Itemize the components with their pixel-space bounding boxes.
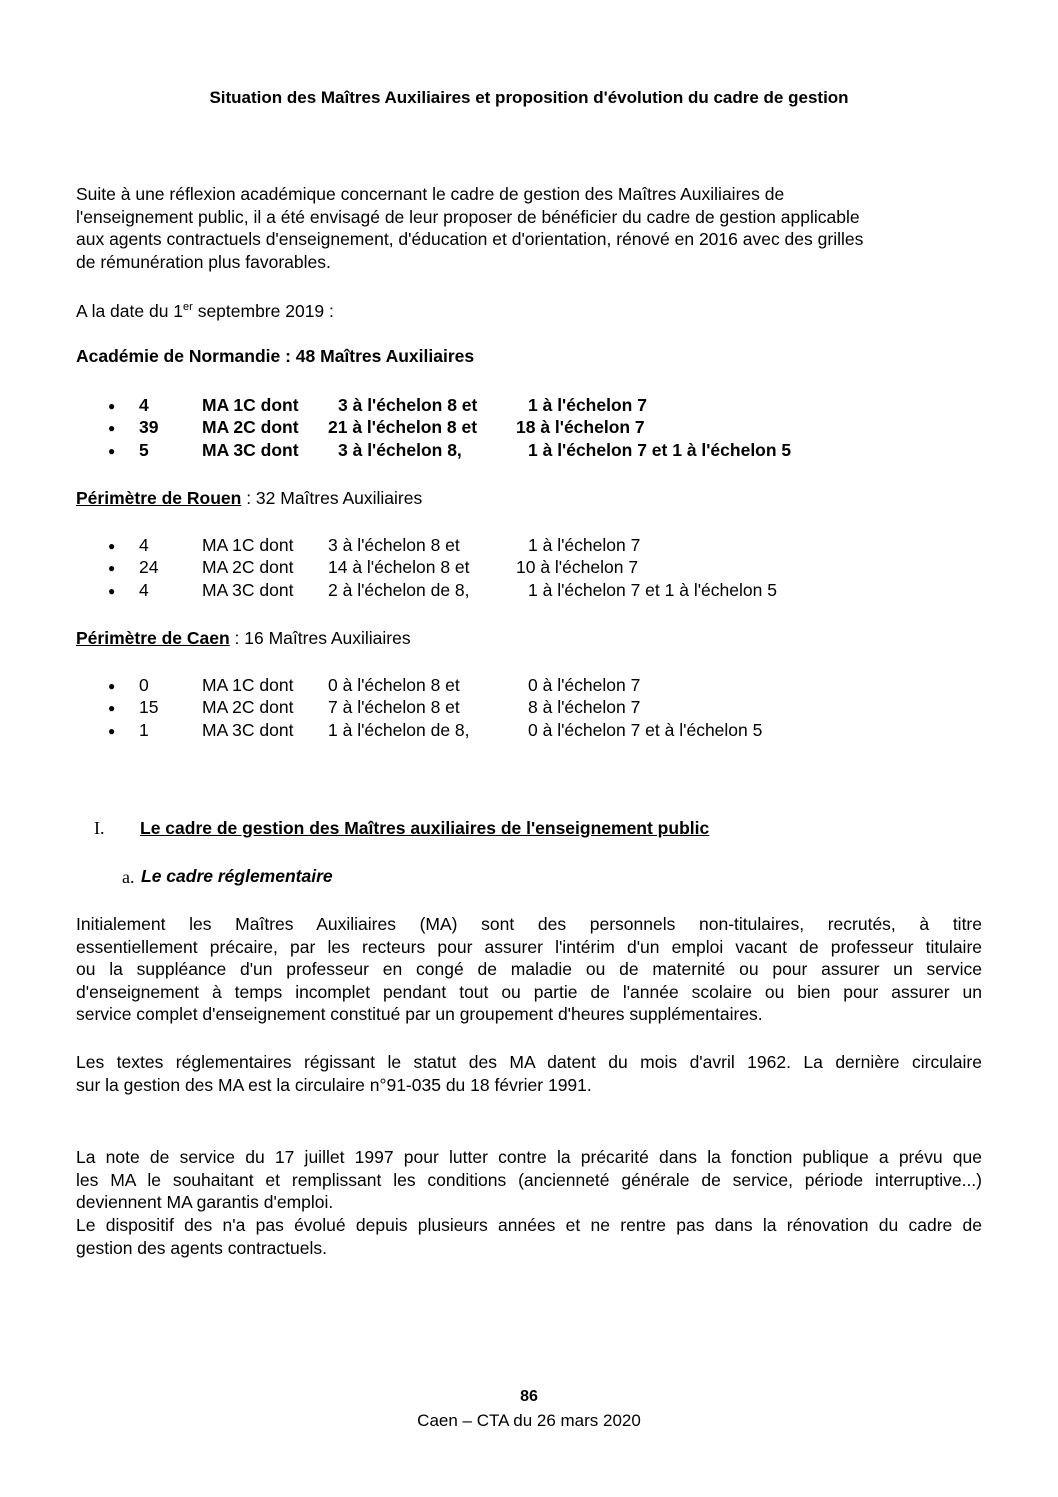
page-number: 86 xyxy=(520,1388,538,1405)
normandie-heading: Académie de Normandie : 48 Maîtres Auxiliaires xyxy=(76,346,475,366)
paragraph-line: gestion des agents contractuels. xyxy=(76,1237,327,1258)
paragraph-line: d'enseignement à temps incomplet pendant tout ou partie de l'année scolaire ou bien pour assurer un xyxy=(76,981,982,1002)
bullet-icon: ● xyxy=(108,561,116,576)
bullet-icon: ● xyxy=(108,679,116,693)
rouen-list xyxy=(0,535,1058,602)
paragraph-dispositif xyxy=(76,1214,982,1259)
caen-heading: Périmètre de Caen : 16 Maîtres Auxiliaires xyxy=(76,628,411,648)
normandie-list xyxy=(0,395,1058,462)
intro-line: l'enseignement public, il a été envisagé de leur proposer de bénéficier du cadre de gestion applicable xyxy=(76,206,860,227)
section-marker: I. xyxy=(94,818,105,838)
bullet-icon: ● xyxy=(108,443,116,458)
paragraph-line: Les textes réglementaires régissant le statut des MA datent du mois d'avril 1962. La dernière circulaire xyxy=(76,1052,982,1072)
paragraph-line: les MA le souhaitant et remplissant les conditions (ancienneté générale de service, période interruptive...) xyxy=(76,1169,982,1190)
intro-paragraph xyxy=(76,183,863,273)
bullet-icon: ● xyxy=(108,421,116,436)
intro-line: de rémunération plus favorables. xyxy=(76,251,331,272)
bullet-icon: ● xyxy=(108,539,116,553)
list-item: ● 39 MA 2C dont 21 à l'échelon 8 et 18 à l'échelon 7 xyxy=(108,417,645,438)
list-item: ● 4 MA 1C dont 3 à l'échelon 8 et 1 à l'échelon 7 xyxy=(108,395,647,415)
subsection-title: Le cadre réglementaire xyxy=(141,866,333,886)
list-item: ● 5 MA 3C dont 3 à l'échelon 8, 1 à l'échelon 7 et 1 à l'échelon 5 xyxy=(108,439,792,460)
paragraph-note-service xyxy=(76,1146,982,1214)
bullet-icon: ● xyxy=(108,583,116,598)
intro-line: aux agents contractuels d'enseignement, d'éducation et d'orientation, rénové en 2016 avec des grilles xyxy=(76,229,864,250)
paragraph-line: deviennent MA garantis d'emploi. xyxy=(76,1192,334,1213)
paragraph-line: La note de service du 17 juillet 1997 pour lutter contre la précarité dans la fonction publique a prévu que xyxy=(76,1147,982,1167)
list-item: ● 24 MA 2C dont 14 à l'échelon 8 et 10 à l'échelon 7 xyxy=(108,557,639,578)
list-item: ● 1 MA 3C dont 1 à l'échelon de 8, 0 à l'échelon 7 et à l'échelon 5 xyxy=(108,719,763,740)
section-title: Le cadre de gestion des Maîtres auxiliaires de l'enseignement public xyxy=(140,818,710,838)
paragraph-line: ou la suppléance d'un professeur en congé de maladie ou de maternité ou pour assurer un service xyxy=(76,959,982,980)
rouen-heading: Périmètre de Rouen : 32 Maîtres Auxiliaires xyxy=(76,488,423,508)
date-line: A la date du 1er septembre 2019 : xyxy=(76,301,334,321)
paragraph-line: service complet d'enseignement constitué par un groupement d'heures supplémentaires. xyxy=(76,1004,763,1025)
paragraph-textes xyxy=(76,1051,982,1096)
subsection-marker: a. xyxy=(122,867,135,887)
list-item: ● 4 MA 1C dont 3 à l'échelon 8 et 1 à l'échelon 7 xyxy=(108,535,641,555)
document-title: Situation des Maîtres Auxiliaires et proposition d'évolution du cadre de gestion xyxy=(209,88,849,107)
footer-text: Caen – CTA du 26 mars 2020 xyxy=(417,1411,641,1430)
paragraph-line: Initialement les Maîtres Auxiliaires (MA) sont des personnels non-titulaires, recrutés, à titre xyxy=(76,914,982,934)
intro-line: Suite à une réflexion académique concernant le cadre de gestion des Maîtres Auxiliaires de xyxy=(76,184,785,204)
paragraph-line: sur la gestion des MA est la circulaire n°91-035 du 18 février 1991. xyxy=(76,1074,592,1095)
bullet-icon: ● xyxy=(108,701,116,716)
paragraph-line: essentiellement précaire, par les recteurs pour assurer l'intérim d'un emploi vacant de professeur titulaire xyxy=(76,936,982,957)
bullet-icon: ● xyxy=(108,723,116,738)
caen-list xyxy=(0,675,1058,742)
list-item: ● 0 MA 1C dont 0 à l'échelon 8 et 0 à l'échelon 7 xyxy=(108,675,641,695)
paragraph-ma-definition xyxy=(76,913,982,1026)
paragraph-line: Le dispositif des n'a pas évolué depuis plusieurs années et ne rentre pas dans la rénovation du cadre de xyxy=(76,1215,982,1235)
bullet-icon: ● xyxy=(108,399,116,413)
list-item: ● 15 MA 2C dont 7 à l'échelon 8 et 8 à l'échelon 7 xyxy=(108,697,641,718)
list-item: ● 4 MA 3C dont 2 à l'échelon de 8, 1 à l'échelon 7 et 1 à l'échelon 5 xyxy=(108,579,777,600)
